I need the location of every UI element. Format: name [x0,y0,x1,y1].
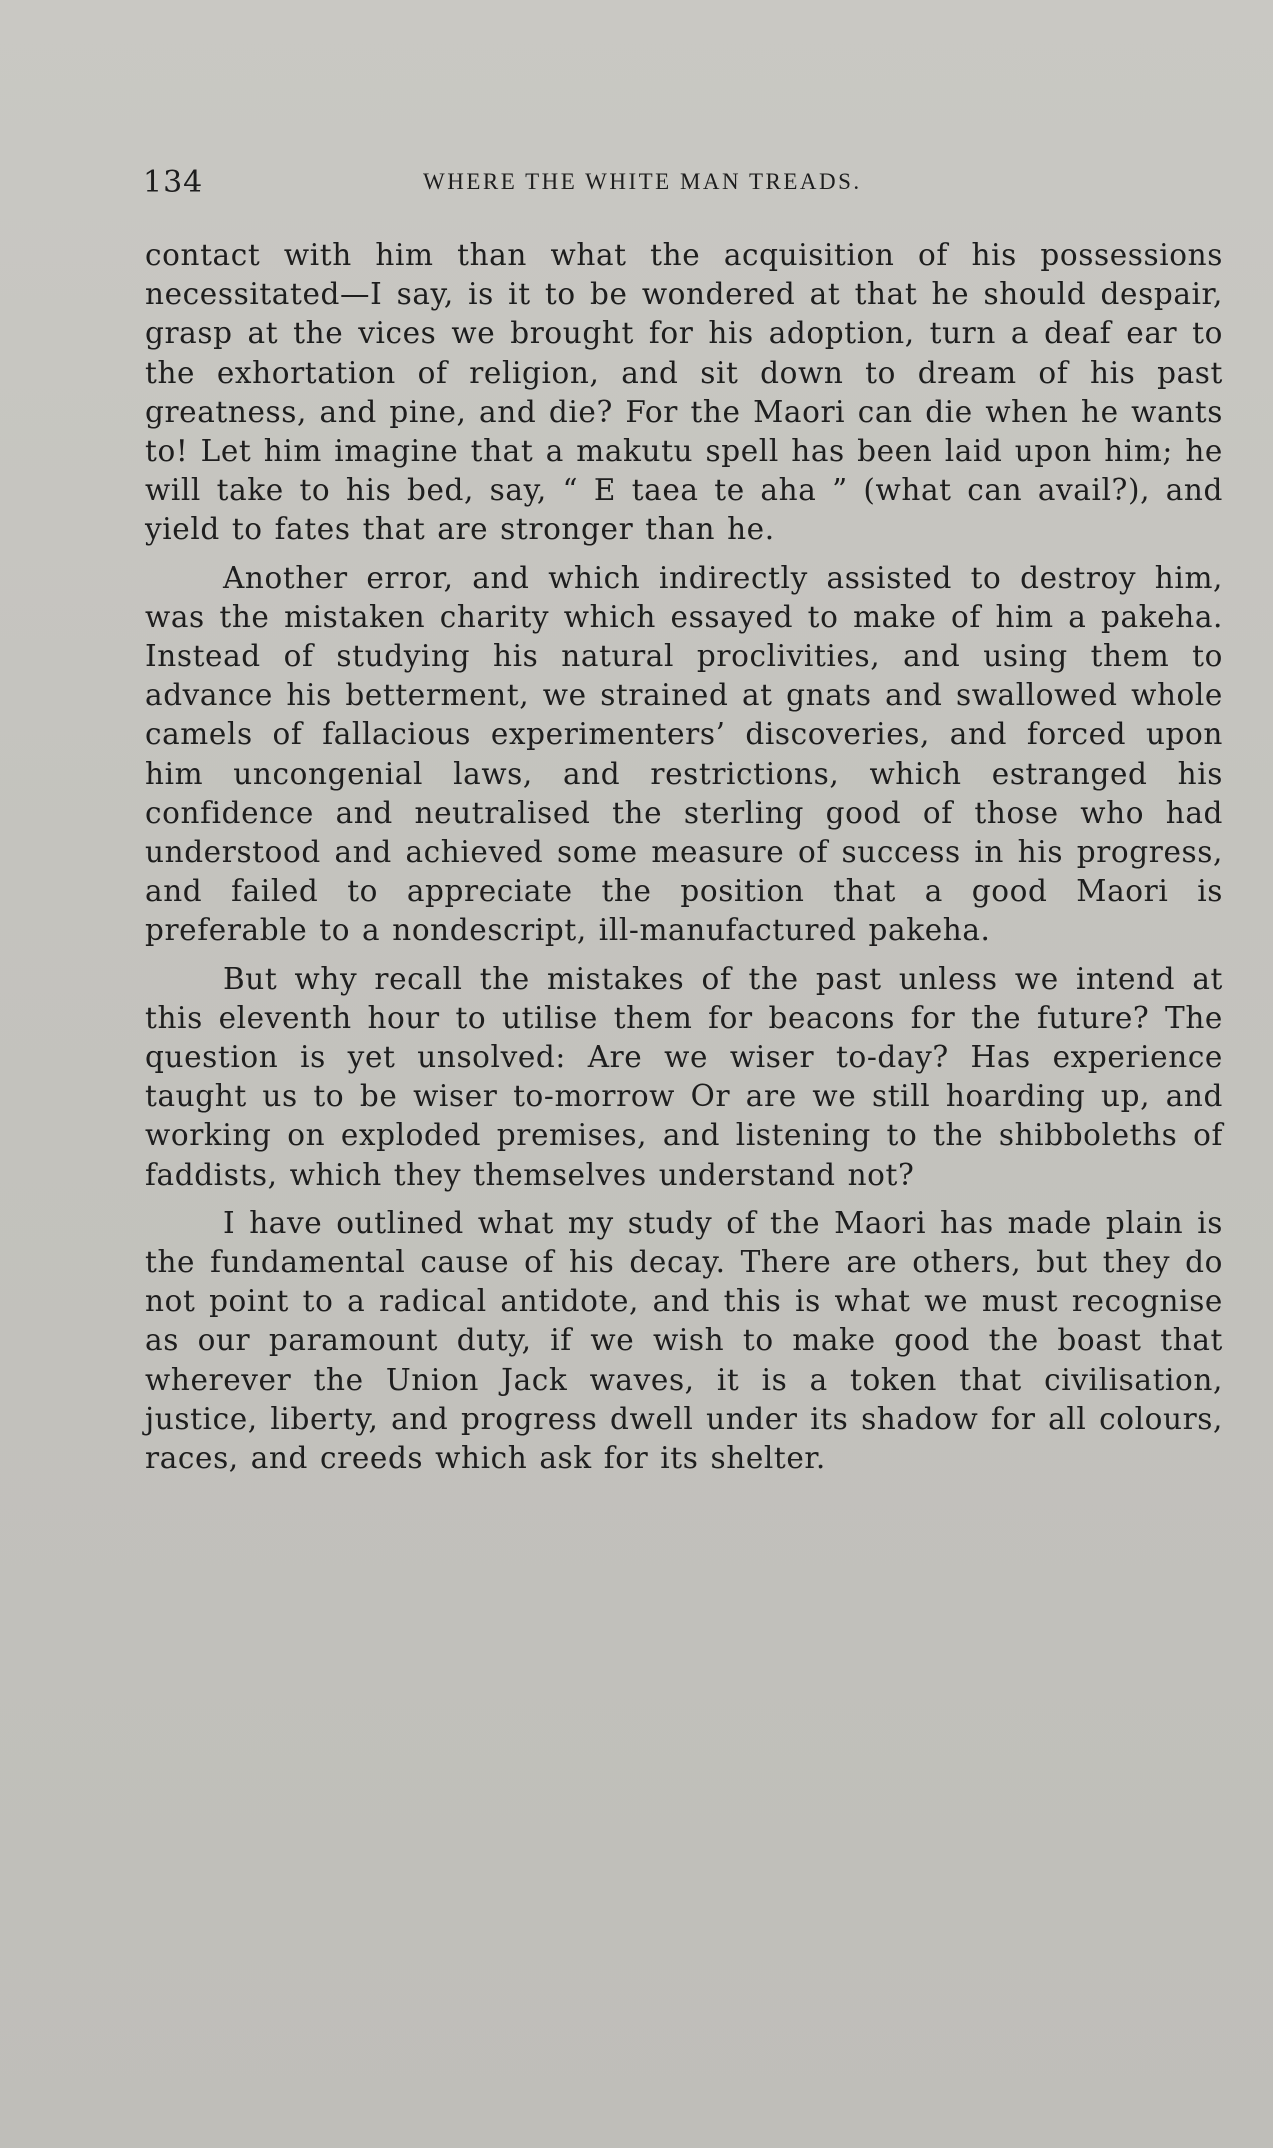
paragraph-continuation: contact with him than what the acquisition of his possessions necessitated—I say, is it to be wondered at that he should despair, grasp at the vices we brought for his adoption, turn a deaf ear to the exhortation of religion, and sit down to dream of his past greatness, and pine, and die? For the Maori can die when he wants to! Let him imagine that a makutu spell has been laid upon him; he will take to his bed, say, “ E taea te aha ” (what can avail?), and yield to fates that are stronger than he. [145,238,1223,547]
paragraph-why-recall: But why recall the mistakes of the past unless we intend at this eleventh hour to utilise them for beacons for the future? The question is yet unsolved: Are we wiser to-day? Has experience taught us to be wiser to-morrow Or are we still hoarding up, and working on exploded premises, and listening to the shibboleths of faddists, which they themselves understand not? [145,961,1223,1192]
page-number: 134 [143,165,204,200]
running-title: WHERE THE WHITE MAN TREADS. [423,169,862,194]
paragraph-i-have-outlined: I have outlined what my study of the Maori has made plain is the fundamental cause of his decay. There are others, but they do not point to a radical antidote, and this is what we must recognise as our paramount duty, if we wish to make good the boast that wherever the Union Jack waves, it is a token that civilisation, justice, liberty, and progress dwell under its shadow for all colours, races, and creeds which ask for its shelter. [145,1205,1223,1476]
paragraph-another-error: Another error, and which indirectly assisted to destroy him, was the mistaken charity which essayed to make of him a pakeha. Instead of studying his natural proclivities, and using them to advance his betterment, we strained at gnats and swallowed whole camels of fallacious experimenters’ discoveries, and forced upon him uncongenial laws, and restrictions, which estranged his confidence and neutralised the sterling good of those who had understood and achieved some measure of success in his progress, and failed to appreciate the position that a good Maori is preferable to a nondescript, ill-manufactured pakeha. [145,560,1223,948]
body-text [145,236,1223,1487]
running-head [143,165,1223,205]
